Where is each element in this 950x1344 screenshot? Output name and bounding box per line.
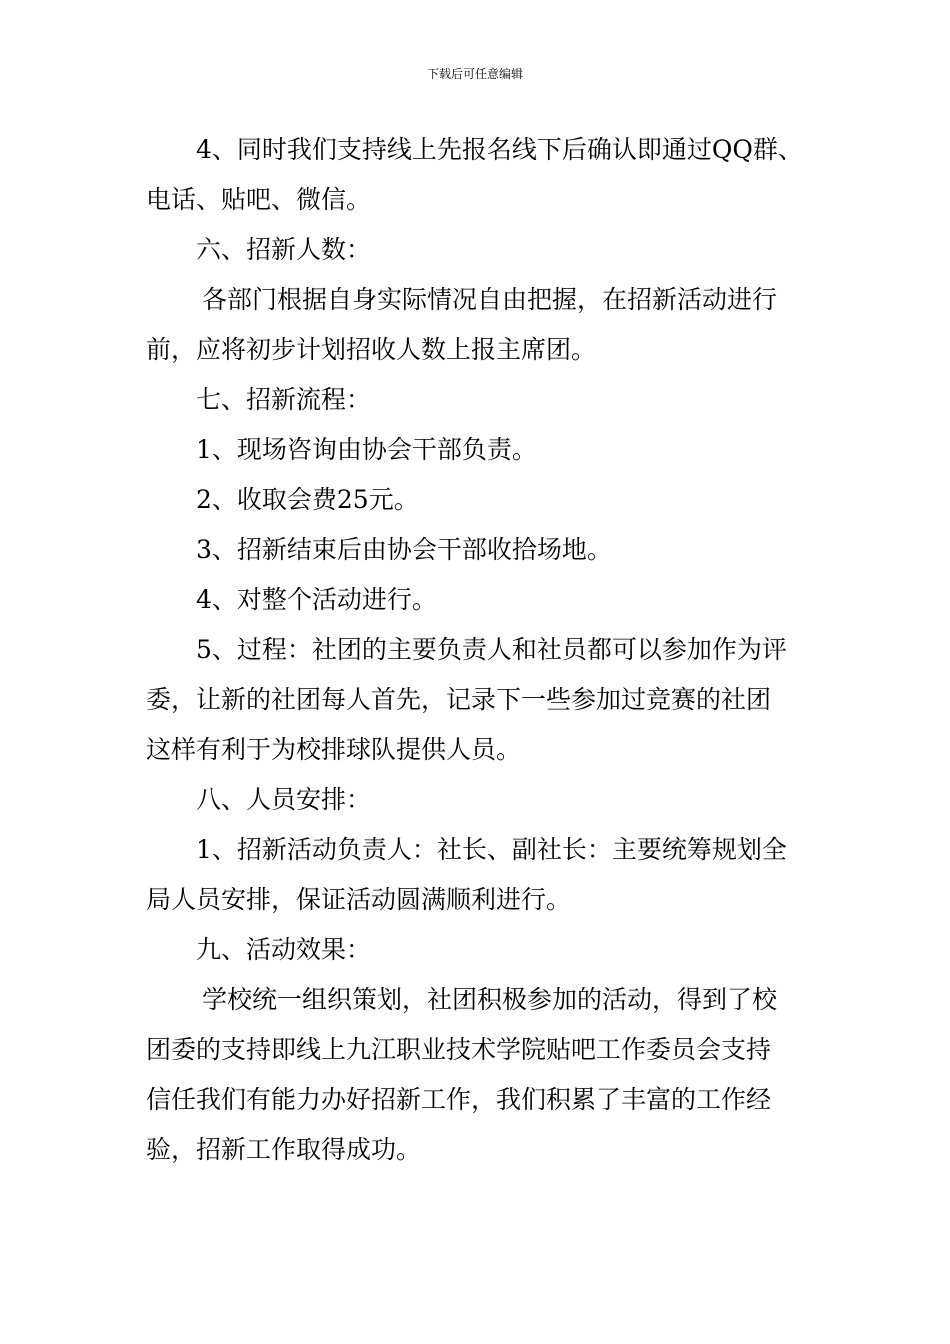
text-line: 各部门根据自身实际情况自由把握，在招新活动进行 xyxy=(202,285,778,314)
section-heading: 九、活动效果： xyxy=(196,935,372,964)
section-heading: 八、人员安排： xyxy=(196,785,372,814)
text-line: 委，让新的社团每人首先，记录下一些参加过竞赛的社团 xyxy=(146,685,772,714)
text-line: 前，应将初步计划招收人数上报主席团。 xyxy=(146,335,597,364)
text-line: 3、招新结束后由协会干部收拾场地。 xyxy=(196,535,612,564)
text-line: 电话、贴吧、微信。 xyxy=(146,185,372,214)
text-line: 5、过程：社团的主要负责人和社员都可以参加作为评 xyxy=(196,635,787,664)
text-line: 1、现场咨询由协会干部负责。 xyxy=(196,435,537,464)
section-heading: 七、招新流程： xyxy=(196,385,372,414)
text-line: 信任我们有能力办好招新工作，我们积累了丰富的工作经 xyxy=(146,1085,772,1114)
text-line: 局人员安排，保证活动圆满顺利进行。 xyxy=(146,885,572,914)
text-line: 验，招新工作取得成功。 xyxy=(146,1135,422,1164)
text-line: 4、对整个活动进行。 xyxy=(196,585,437,614)
text-line: 1、招新活动负责人：社长、副社长：主要统筹规划全 xyxy=(196,835,787,864)
text-line: 2、收取会费25元。 xyxy=(196,485,419,514)
text-line: 团委的支持即线上九江职业技术学院贴吧工作委员会支持 xyxy=(146,1035,772,1064)
text-line: 这样有利于为校排球队提供人员。 xyxy=(146,735,522,764)
text-line: 4、同时我们支持线上先报名线下后确认即通过QQ群、 xyxy=(196,135,803,164)
page-header-note: 下载后可任意编辑 xyxy=(426,67,523,81)
section-heading: 六、招新人数： xyxy=(196,235,372,264)
text-line: 学校统一组织策划，社团积极参加的活动，得到了校 xyxy=(202,985,778,1014)
